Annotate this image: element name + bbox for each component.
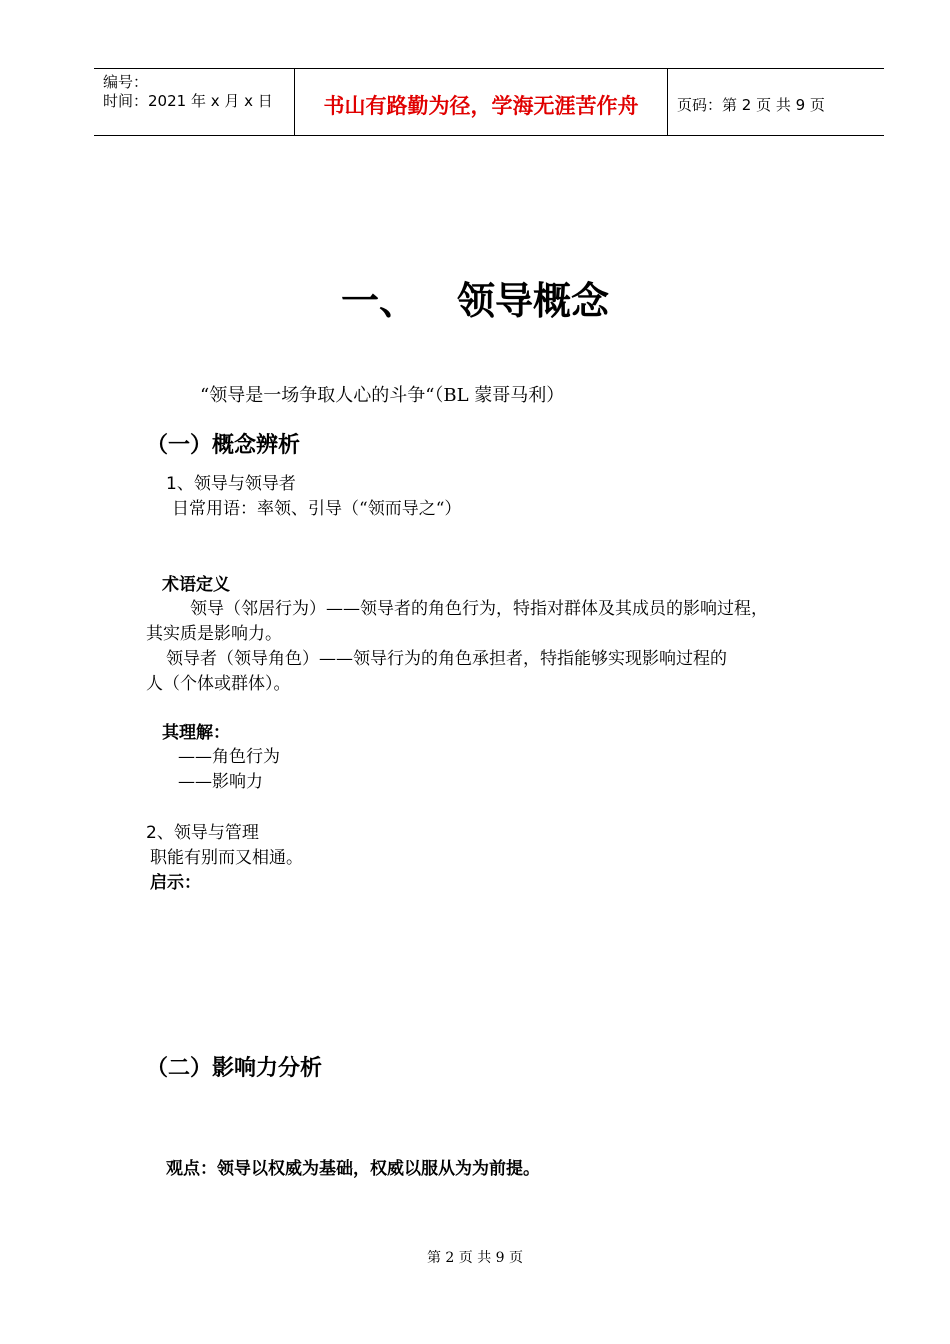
term-def2-line2: 人（个体或群体）。 (146, 674, 291, 694)
term-def1-line2: 其实质是影响力。 (146, 624, 282, 644)
term-definition-heading: 术语定义 (162, 575, 230, 595)
header-motto: 书山有路勤为径，学海无涯苦作舟 (323, 93, 639, 118)
title-number: 一、 (340, 279, 417, 323)
header-number-label: 编号： (103, 73, 149, 91)
item2-title: 2、领导与管理 (146, 823, 259, 843)
title-text: 领导概念 (457, 279, 610, 323)
item1-daily-usage: 日常用语：率领、引导（“领而导之“） (172, 499, 462, 519)
viewpoint: 观点：领导以权威为基础，权威以服从为为前提。 (166, 1159, 540, 1179)
item2-text: 职能有别而又相通。 (150, 848, 303, 868)
section1-heading: （一）概念辨析 (146, 433, 301, 458)
page-title (0, 270, 950, 325)
understanding-heading: 其理解： (162, 723, 230, 743)
header-page-label: 页码：第 2 页 共 9 页 (677, 96, 825, 114)
understanding-item-1: ——角色行为 (178, 747, 280, 767)
header-top-rule (94, 68, 884, 69)
inspiration-label: 启示： (150, 873, 201, 893)
header-divider-right (667, 68, 668, 136)
term-def1-line1: 领导（邻居行为）——领导者的角色行为，特指对群体及其成员的影响过程， (190, 599, 768, 619)
understanding-item-2: ——影响力 (178, 772, 263, 792)
section2-heading: （二）影响力分析 (146, 1056, 323, 1081)
term-def2-line1: 领导者（领导角色）——领导行为的角色承担者，特指能够实现影响过程的 (166, 649, 727, 669)
page-footer: 第 2 页 共 9 页 (426, 1250, 524, 1266)
quote: “领导是一场争取人心的斗争“（BL 蒙哥马利） (200, 385, 565, 406)
header-bottom-rule (94, 135, 884, 136)
header-time-label: 时间：2021 年 x 月 x 日 (103, 92, 273, 110)
item1-title: 1、领导与领导者 (166, 474, 296, 494)
